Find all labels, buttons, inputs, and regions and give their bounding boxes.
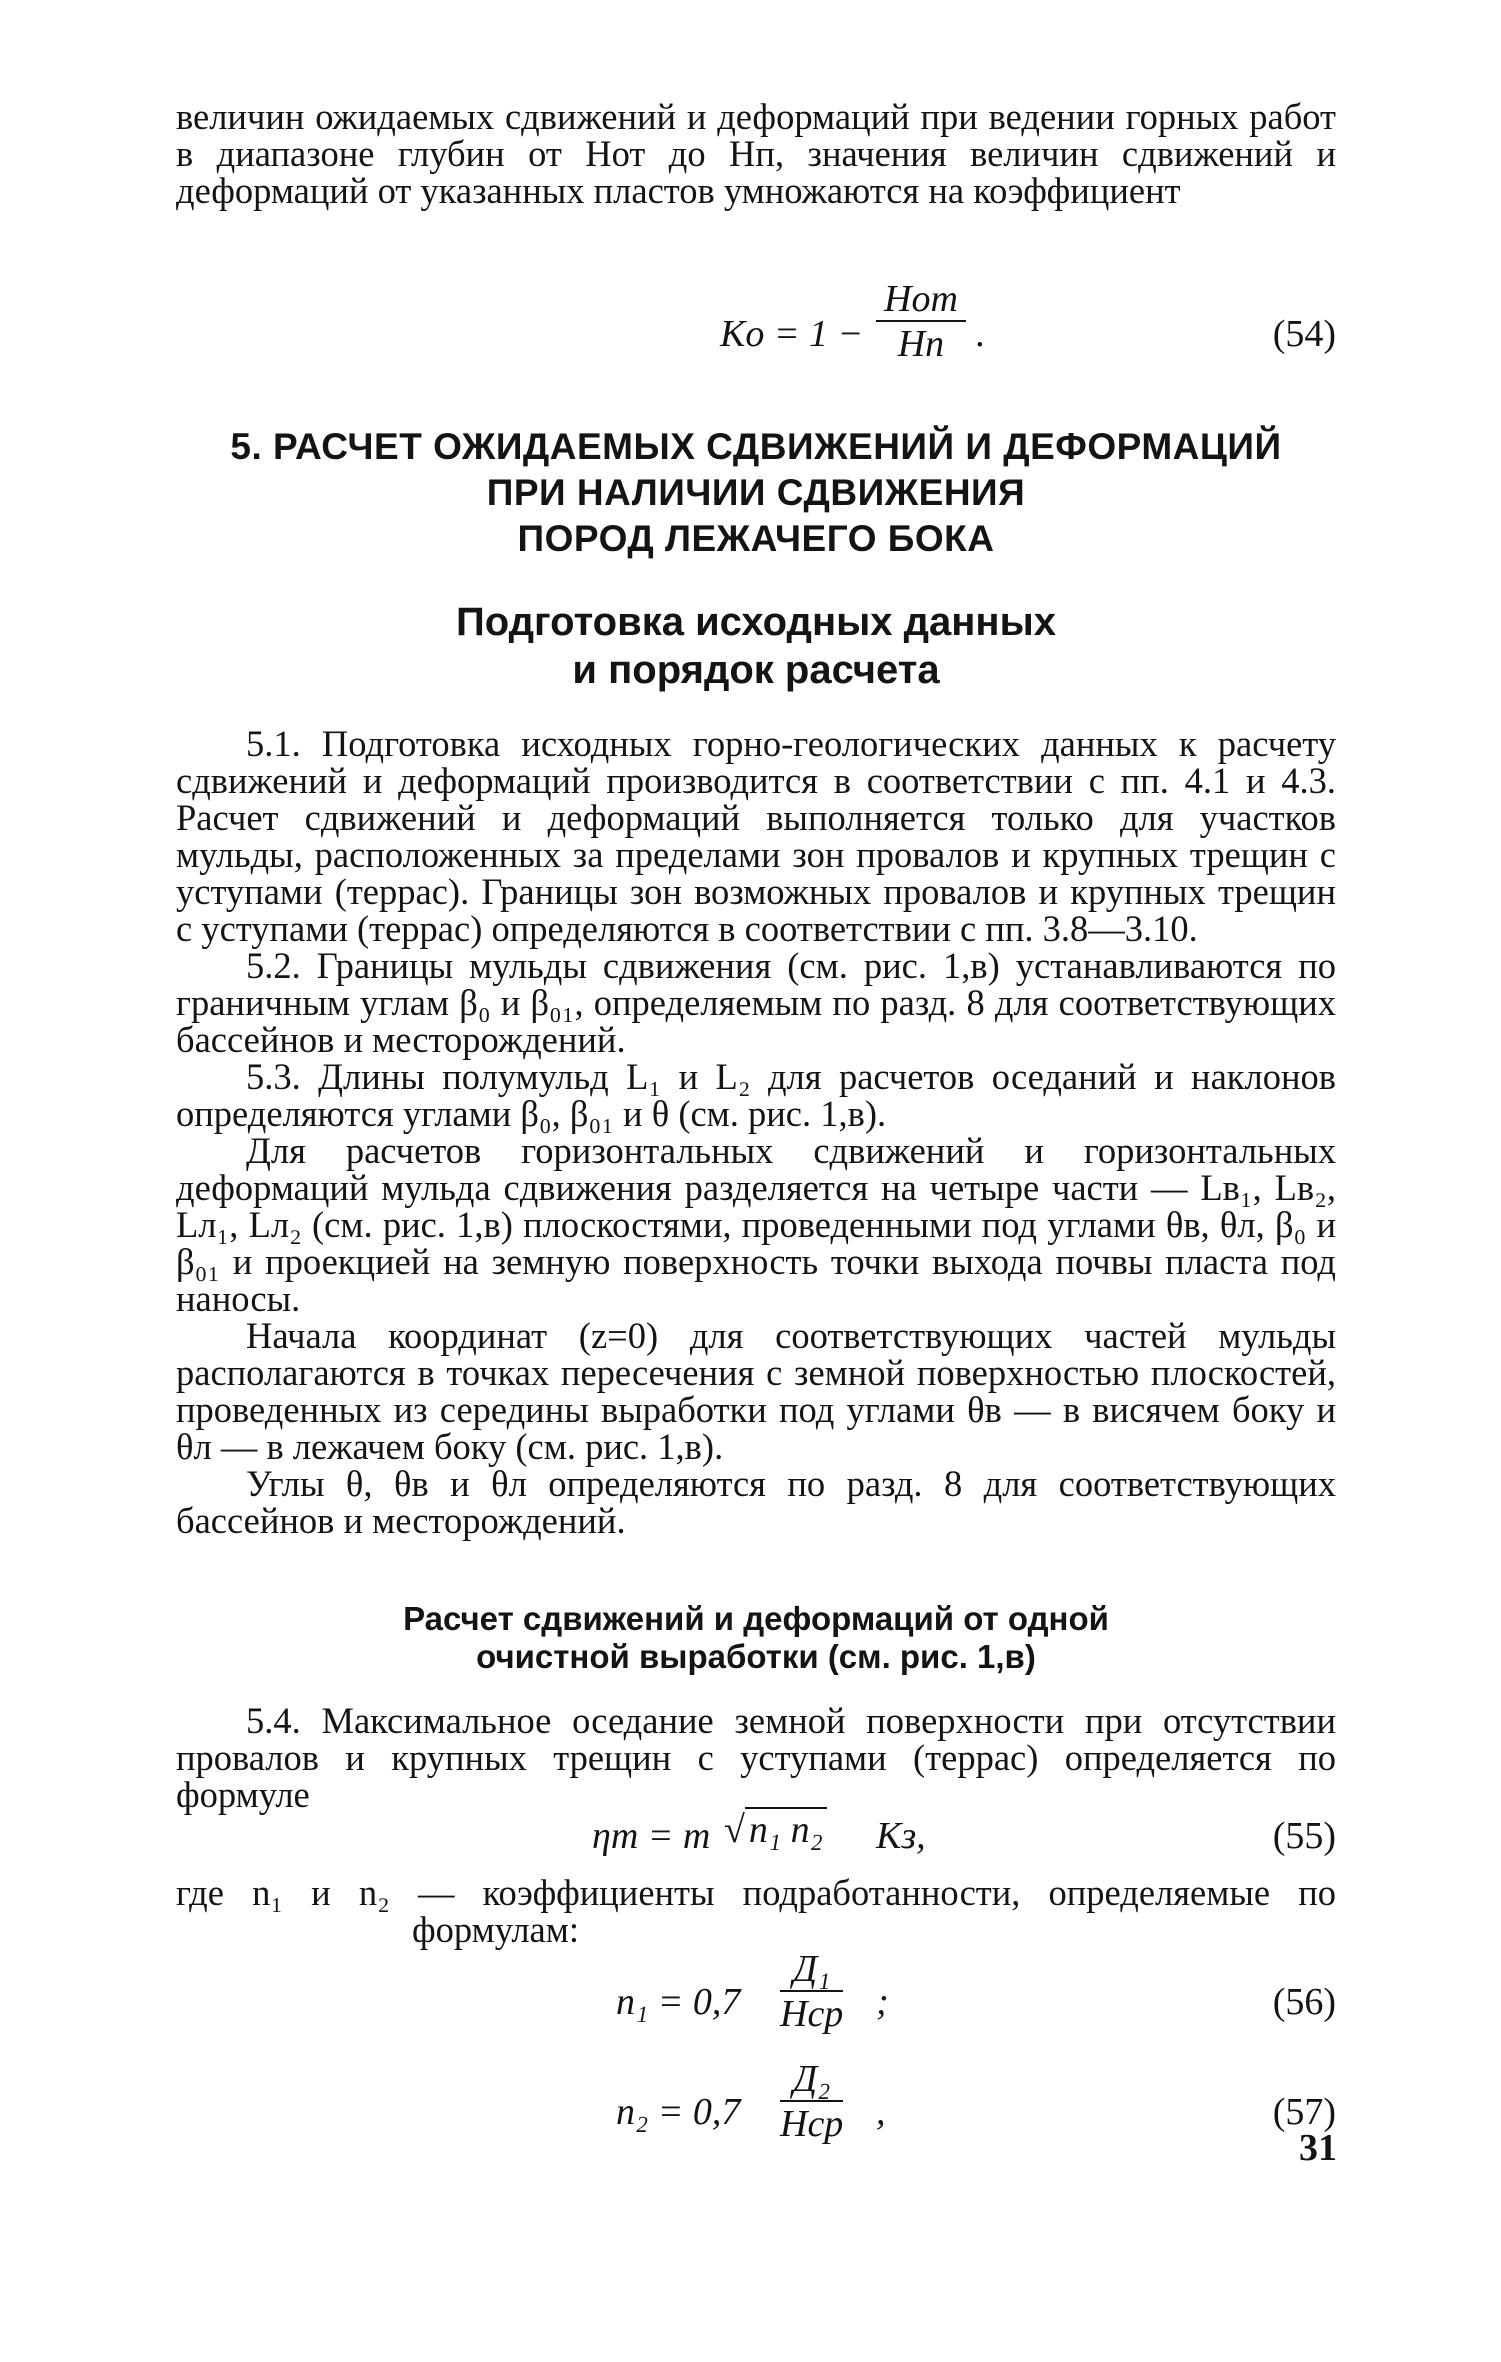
paragraph-5-3-b: Для расчетов горизонтальных сдвижений и горизонтальных деформаций мульда сдвижения разделяется на четыре части — Lв₁, Lв₂, Lл₁, Lл₂ (см. рис. 1,в) плоскостями, проведенными под углами θв, θл, β₀ и β₀₁ и проекцией на земную поверхность точки выхода почвы пласта под наносы. <box>176 1130 1336 1319</box>
formula-54-tail: . <box>976 313 986 355</box>
formula-56-number: (56) <box>1272 1981 1336 2023</box>
section-heading-line-1: 5. РАСЧЕТ ОЖИДАЕМЫХ СДВИЖЕНИЙ И ДЕФОРМАЦИЙ <box>230 426 1282 467</box>
formula-57-fraction <box>780 2060 843 2144</box>
formula-55-tail: Kз, <box>876 1815 926 1857</box>
formula-54 <box>176 280 1336 390</box>
paragraph-5-1: 5.1. Подготовка исходных горно-геологических данных к расчету сдвижений и деформаций производится в соответствии с пп. 4.1 и 4.3. Расчет сдвижений и деформаций выполняется только для участков мульды, расположенных за пределами зон провалов и крупных трещин с уступами (террас). Границы зон возможных провалов и крупных трещин с уступами (террас) определяются в соответствии с пп. 3.8—3.10. <box>176 723 1336 949</box>
body-paragraphs <box>176 725 1336 1539</box>
subheading-line-2: очистной выработки (см. рис. 1,в) <box>476 1638 1036 1675</box>
formula-55-radicand: n₁ n₂ <box>745 1807 827 1851</box>
subheading-single-working <box>176 1600 1336 1676</box>
subsection-heading-line-2: и порядок расчета <box>572 648 940 692</box>
formula-54-number: (54) <box>1272 313 1336 355</box>
formula-57-numerator: Д₂ <box>780 2060 843 2102</box>
paragraph-5-2: 5.2. Границы мульды сдвижения (см. рис. 1,в) устанавливаются по граничным углам β₀ и β₀₁, определяемым по разд. 8 для соответствующих бассейнов и месторождений. <box>176 945 1336 1060</box>
formula-56-tail: ; <box>876 1981 889 2023</box>
formula-54-denominator: Hп <box>897 323 945 365</box>
formula-57-denominator: Hср <box>780 2103 844 2145</box>
intro-block <box>176 98 1336 209</box>
paragraph-5-3-c: Начала координат (z=0) для соответствующих частей мульды располагаются в точках пересечения с земной поверхностью плоскостей, проведенных из середины выработки под углами θв — в висячем боку и θл — в лежачем боку (см. рис. 1,в). <box>176 1315 1336 1467</box>
formula-55 <box>176 1808 1336 1868</box>
formula-54-lhs: Kо = 1 − <box>720 313 864 355</box>
radical-sign-icon: √ <box>724 1809 745 1851</box>
page-number: 31 <box>1299 2127 1337 2169</box>
formula-56 <box>176 1950 1336 2050</box>
formula-56-denominator: Hср <box>780 1993 844 2035</box>
formula-57-number: (57) <box>1272 2091 1336 2133</box>
formula-56-numerator: Д₁ <box>780 1950 843 1992</box>
subsection-heading-line-1: Подготовка исходных данных <box>456 600 1056 644</box>
formula-55-number: (55) <box>1272 1815 1336 1857</box>
section-heading-line-3: ПОРОД ЛЕЖАЧЕГО БОКА <box>517 518 995 559</box>
formula-56-lhs: n₁ = 0,7 <box>616 1981 741 2023</box>
formula-54-fraction <box>876 280 966 364</box>
subheading-line-1: Расчет сдвижений и деформаций от одной <box>403 1600 1109 1637</box>
subsection-heading <box>176 598 1336 694</box>
intro-paragraph: величин ожидаемых сдвижений и деформаций при ведении горных работ в диапазоне глубин от Hот до Hп, значения величин сдвижений и деформаций от указанных пластов умножаются на коэффициент <box>176 96 1336 211</box>
section-heading <box>176 424 1336 562</box>
where-line-1: где n₁ и n₂ — коэффициенты подработанности, определяемые по <box>176 1872 1336 1913</box>
formula-55-root <box>724 1808 827 1852</box>
paragraph-5-3-d: Углы θ, θв и θл определяются по разд. 8 для соответствующих бассейнов и месторождений. <box>176 1463 1336 1541</box>
formula-56-fraction <box>780 1950 843 2034</box>
formula-57-tail: , <box>876 2091 886 2133</box>
formula-57-lhs: n₂ = 0,7 <box>616 2091 741 2133</box>
formula-54-numerator: Hот <box>876 280 966 322</box>
section-heading-line-2: ПРИ НАЛИЧИИ СДВИЖЕНИЯ <box>486 472 1026 513</box>
paragraph-5-4: 5.4. Максимальное оседание земной поверхности при отсутствии провалов и крупных трещин с уступами (террас) определяется по формуле <box>176 1700 1336 1815</box>
where-line-2: формулам: <box>412 1909 579 1950</box>
formula-57 <box>176 2060 1336 2160</box>
where-clause <box>176 1874 1336 1948</box>
paragraph-5-4-block <box>176 1702 1336 1813</box>
paragraph-5-3: 5.3. Длины полумульд L₁ и L₂ для расчетов оседаний и наклонов определяются углами β₀, β₀₁ и θ (см. рис. 1,в). <box>176 1056 1336 1134</box>
formula-55-lhs: ηm = m <box>592 1815 711 1857</box>
